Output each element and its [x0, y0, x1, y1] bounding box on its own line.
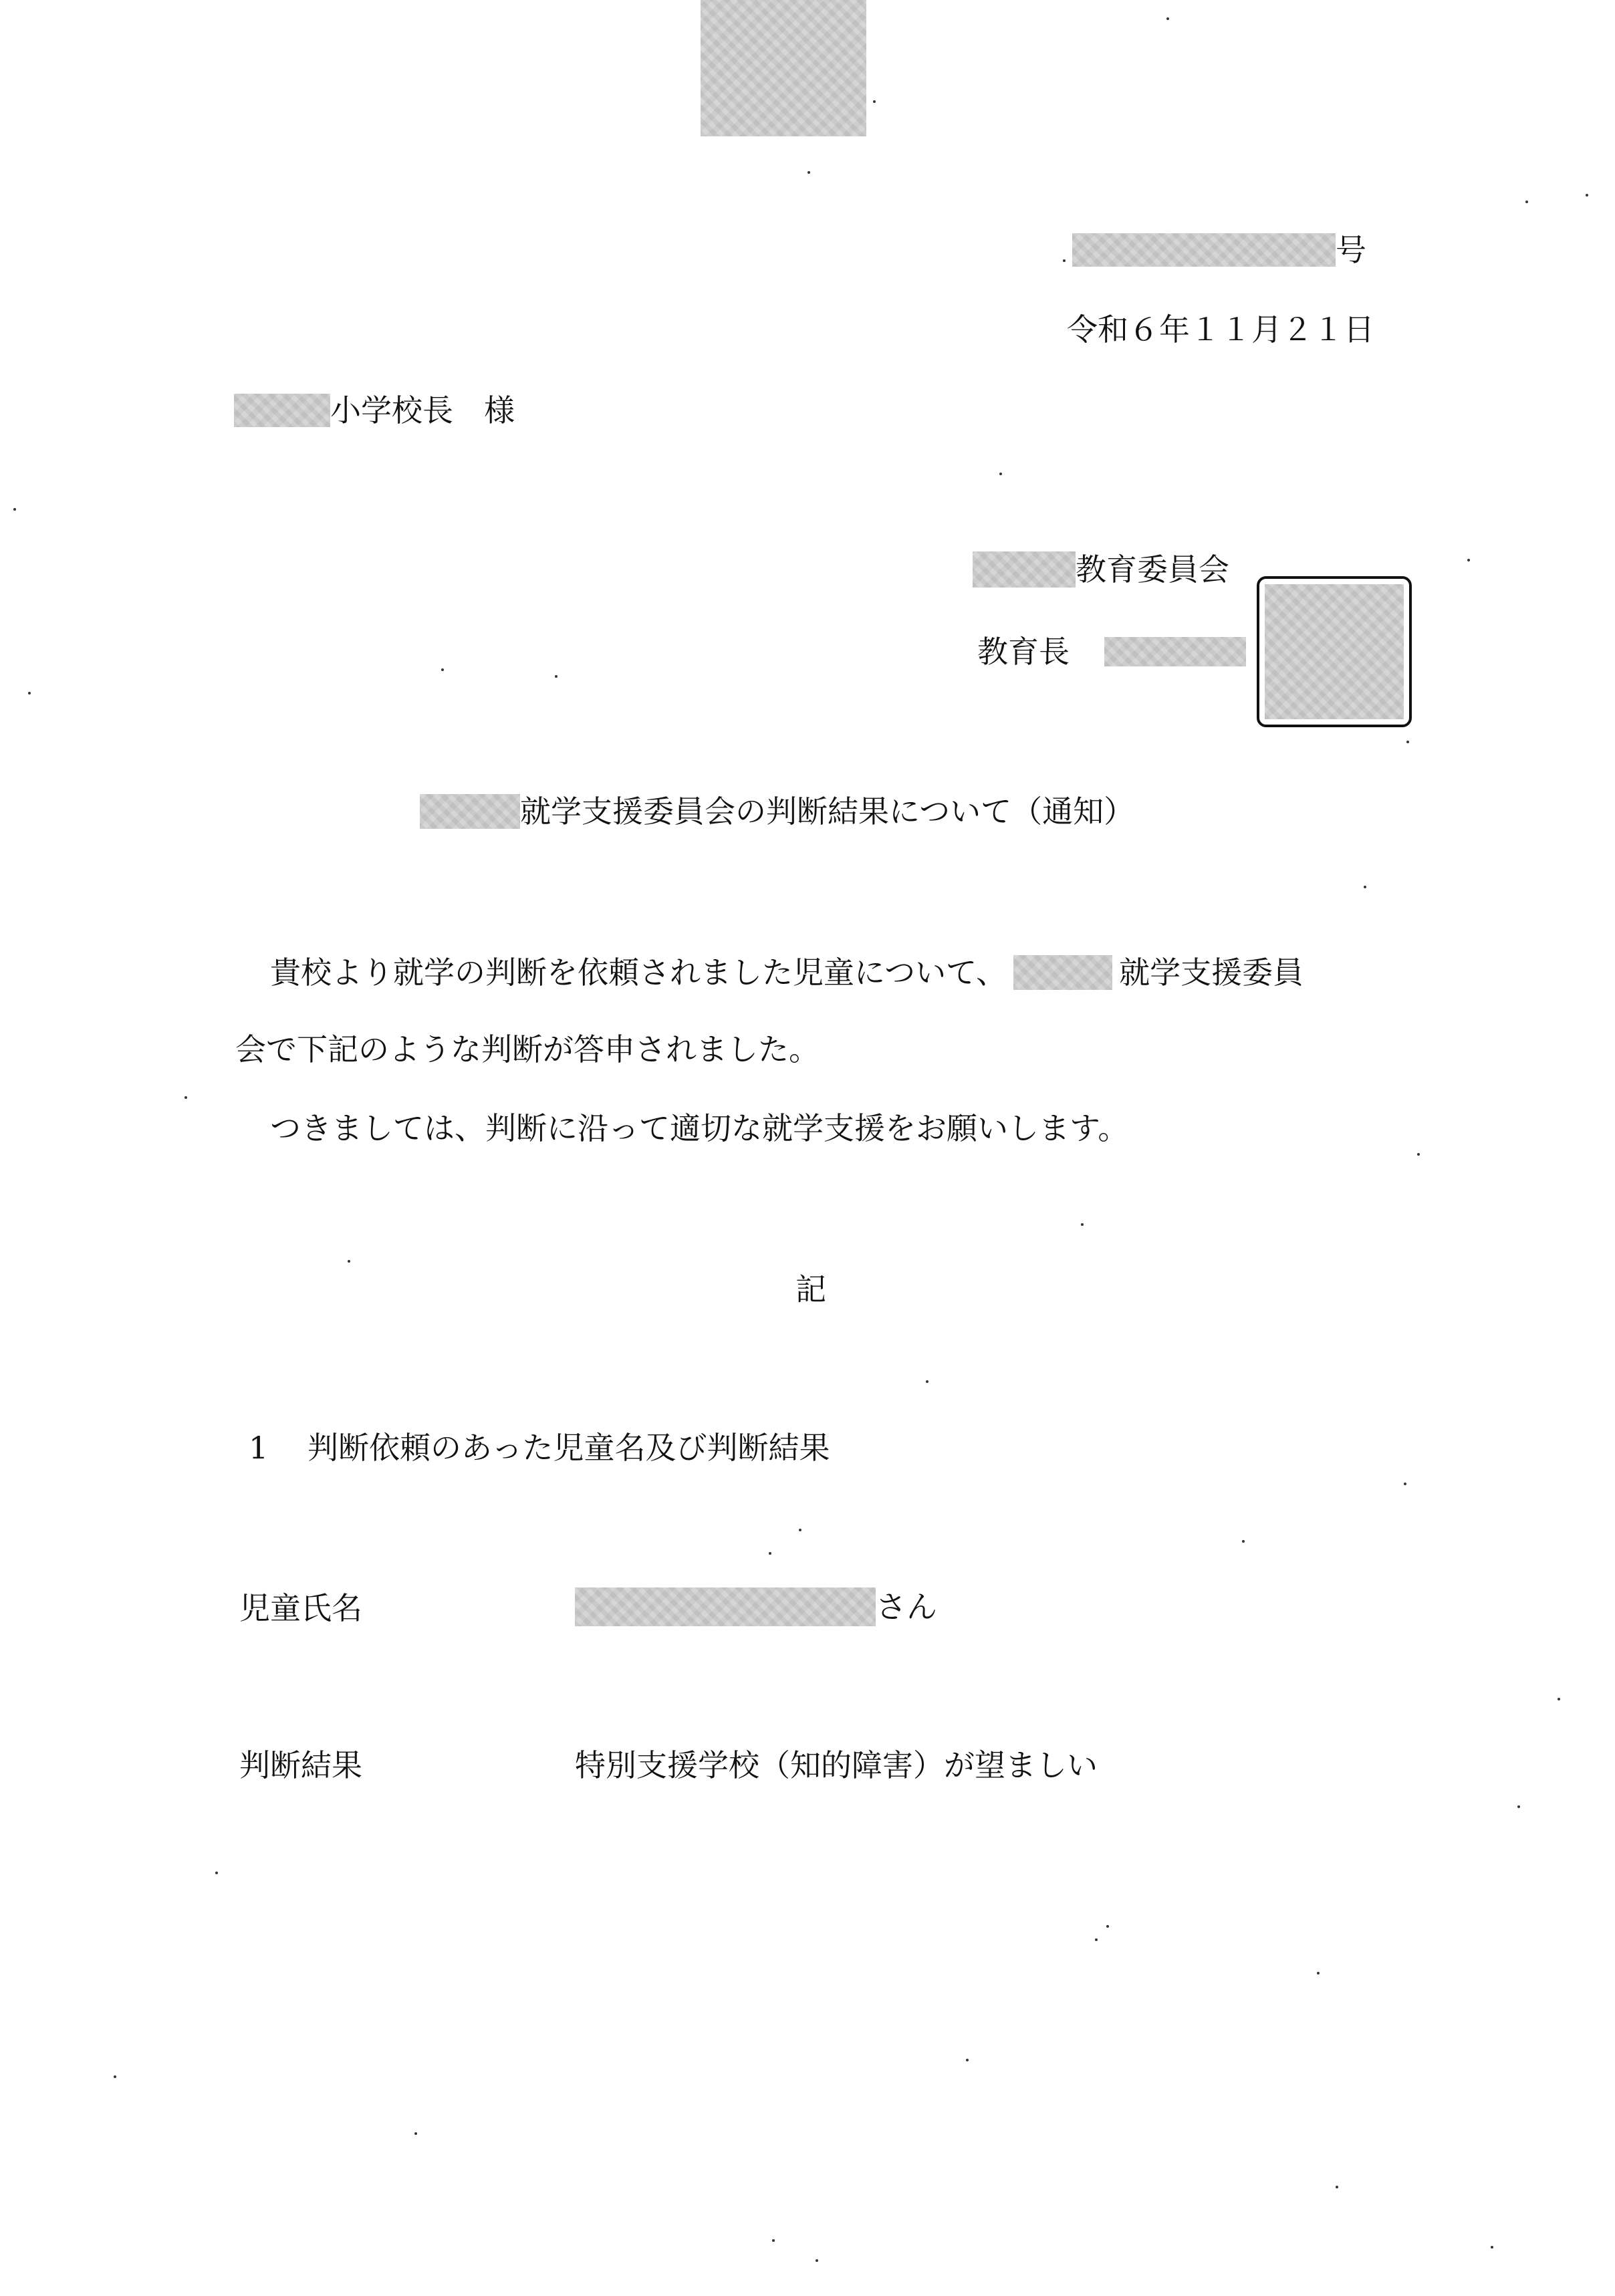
sender-title: 教育長 — [977, 634, 1070, 670]
child-name-label: 児童氏名 — [239, 1590, 362, 1626]
body-line-1-a: 貴校より就学の判断を依頼されました児童について、 — [270, 954, 1007, 991]
document-number — [1072, 232, 1366, 267]
sender-org-suffix: 教育委員会 — [1076, 551, 1229, 588]
redacted-superintendent-name — [1104, 637, 1246, 666]
subject-suffix: 就学支援委員会の判断結果について（通知） — [520, 793, 1135, 830]
body-line-1-b: 就学支援委員 — [1119, 954, 1304, 991]
recipient-suffix: 小学校長 様 — [330, 392, 515, 428]
sender-signatory — [977, 634, 1246, 670]
redacted-header-block — [701, 0, 866, 136]
result-label: 判断結果 — [239, 1747, 362, 1783]
item-1-heading: 判断依頼のあった児童名及び判断結果 — [307, 1430, 830, 1466]
redacted-seal-image — [1265, 584, 1404, 719]
document-date: 令和６年１１月２１日 — [1067, 311, 1374, 348]
redacted-municipality-subject — [420, 794, 520, 829]
redacted-municipality — [973, 551, 1076, 588]
child-name-suffix: さん — [876, 1589, 937, 1625]
body-line-3: つきましては、判断に沿って適切な就学支援をお願いします。 — [270, 1110, 1129, 1146]
redacted-school-name — [234, 394, 330, 427]
ki-marker: 記 — [795, 1271, 826, 1307]
redacted-document-number — [1072, 233, 1336, 267]
body-line-1 — [270, 954, 1303, 990]
subject-title — [420, 793, 1134, 829]
redacted-municipality-body — [1013, 955, 1112, 990]
sender-organization — [973, 551, 1229, 588]
item-1-number: 1 — [249, 1430, 269, 1466]
recipient — [234, 392, 515, 427]
official-seal — [1257, 576, 1412, 727]
redacted-child-name — [575, 1587, 876, 1626]
document-number-suffix: 号 — [1336, 232, 1366, 268]
result-value: 特別支援学校（知的障害）が望ましい — [575, 1747, 1098, 1783]
body-line-2: 会で下記のような判断が答申されました。 — [235, 1031, 820, 1067]
child-name-value — [575, 1587, 937, 1626]
